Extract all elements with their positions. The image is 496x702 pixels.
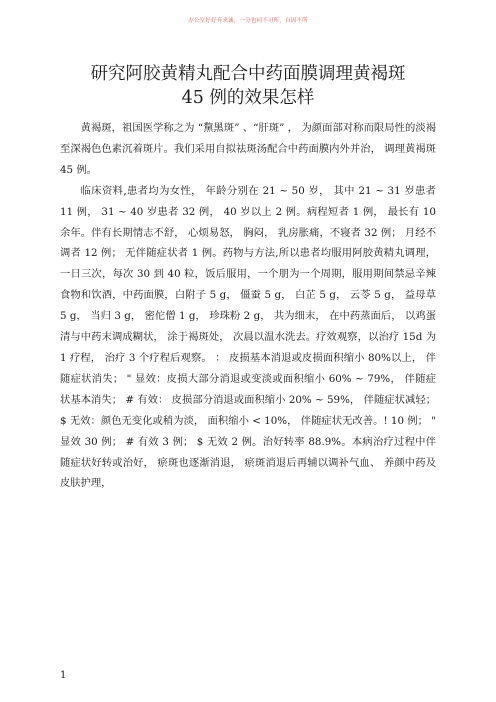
paragraph-clinical: 临床资料,患者均为女性， 年龄分别在 21 ~ 50 岁， 其中 21 ~ 31 岁患者 11 例， 31 ~ 40 岁患者 32 例， 40 岁以上 2 例。病程短者 1 例， 最长有 10 余年。伴有长期情志不舒， 心烦易怒， 胸闷， 乳房胀痛，不寝者 32 例； 月经不调者 12 例； 无伴随症状者 1 例。药物与方法,所以患者均服用阿胶黄精丸调理，一日三次，每次 30 到 40 粒，饭后服用，一个朋为一个周期，服用期间禁忌辛辣食物和饮酒，中药面膜，白附子 5 g， 僵蚕 5 g， 白芷 5 g， 云苓 5 g， 益母草 5 g， 当归 3 g， 密佗僧 1 g， 珍珠粉 2 g， 共为细末， 在中药蒸面后， 以鸡蛋清与中药末调成糊状， 涂于褐斑处， 次晨以温水洗去。疗效观察，以治疗 15d 为 1 疗程， 治疗 3 个疗程后观察。 ： 皮损基本消退或皮损面积缩小 80%以上， 伴随症状消失； " 显效：皮损大部分消退或变淡或面积缩小 60% ~ 79%， 伴随症状基本消失； # 有效： 皮损部分消退或面积缩小 20% ~ 59%， 伴随症状减轻； $ 无效：颜色无变化或稍为淡， 面积缩小 < 10%， 伴随症状无改善。! 10 例； " 显效 30 例； # 有效 3 例； $ 无效 2 例。治好转率 88.9%。本病治疗过程中伴随症状好转或治好， 瘀斑也逐渐消退， 瘀斑消退后再辅以调补气血、 养颜中药及皮肤护理， — [60, 184, 436, 490]
paragraph-intro: 黄褐斑，祖国医学称之为 “黧黑斑” 、“肝斑” ， 为颜面部对称而限局性的淡褐至深褐色色素沉着斑片。我们采用自拟祛斑汤配合中药面膜内外并治， 调理黄褐斑 45 例。 — [60, 122, 436, 176]
page-number: 1 — [60, 670, 67, 681]
title-line-2: 45 例的效果怎样 — [181, 88, 315, 108]
header-note: 办公室好好弃求诚，一分也同不可所，自因不所 — [188, 18, 308, 24]
body-text — [60, 118, 436, 494]
document-title — [60, 62, 436, 110]
title-line-1: 研究阿胶黄精丸配合中药面膜调理黄褐斑 — [90, 64, 406, 84]
